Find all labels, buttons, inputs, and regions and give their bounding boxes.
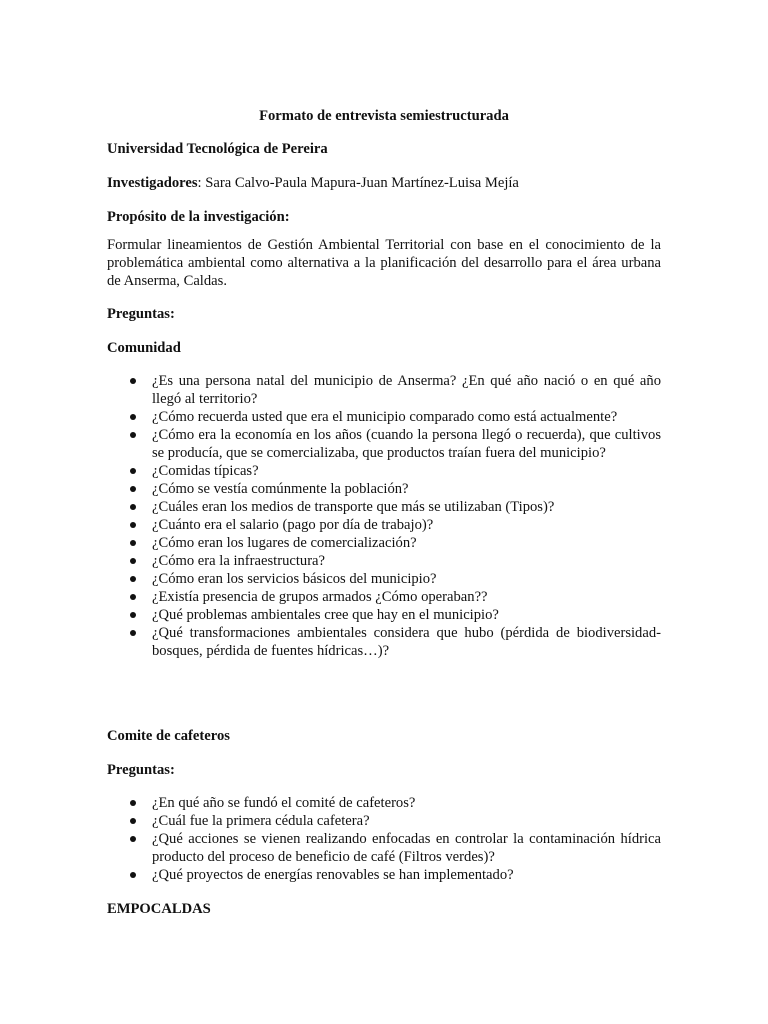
purpose-text: Formular lineamientos de Gestión Ambiental Territorial con base en el conocimiento de la problemática ambiental como alternativa a la planificación del desarrollo para el área urbana de Anserma, Caldas. (107, 237, 661, 289)
list-item: ¿Qué transformaciones ambientales considera que hubo (pérdida de biodiversidad-bosques, pérdida de fuentes hídricas…)? (107, 624, 661, 660)
investigators-names: : Sara Calvo-Paula Mapura-Juan Martínez-Luisa Mejía (197, 175, 519, 191)
investigators-label: Investigadores (107, 175, 198, 191)
coffee-question-list (107, 794, 661, 884)
coffee-questions-heading: Preguntas: (107, 762, 175, 778)
list-item: ¿Cómo era la infraestructura? (107, 552, 661, 570)
list-item: ¿Cómo recuerda usted que era el municipio comparado como está actualmente? (107, 408, 661, 426)
community-question-list (107, 372, 661, 660)
list-item: ¿Cómo eran los servicios básicos del municipio? (107, 570, 661, 588)
list-item: ¿Qué proyectos de energías renovables se han implementado? (107, 866, 661, 884)
coffee-committee-heading: Comite de cafeteros (107, 728, 230, 744)
purpose-heading: Propósito de la investigación: (107, 209, 290, 225)
community-heading: Comunidad (107, 340, 181, 356)
list-item: ¿Cuáles eran los medios de transporte que más se utilizaban (Tipos)? (107, 498, 661, 516)
list-item: ¿Qué problemas ambientales cree que hay en el municipio? (107, 606, 661, 624)
list-item: ¿Existía presencia de grupos armados ¿Cómo operaban?? (107, 588, 661, 606)
list-item: ¿Cómo era la economía en los años (cuando la persona llegó o recuerda), que cultivos se producía, que se comercializaba, que productos traían fuera del municipio? (107, 426, 661, 462)
investigators-line (107, 174, 661, 192)
list-item: ¿Cuál fue la primera cédula cafetera? (107, 812, 661, 830)
list-item: ¿Cuánto era el salario (pago por día de trabajo)? (107, 516, 661, 534)
list-item: ¿Cómo eran los lugares de comercialización? (107, 534, 661, 552)
document-title: Formato de entrevista semiestructurada (259, 108, 509, 124)
list-item: ¿Comidas típicas? (107, 462, 661, 480)
questions-heading: Preguntas: (107, 306, 175, 322)
university-name: Universidad Tecnológica de Pereira (107, 141, 328, 157)
list-item: ¿Cómo se vestía comúnmente la población? (107, 480, 661, 498)
list-item: ¿Qué acciones se vienen realizando enfocadas en controlar la contaminación hídrica producto del proceso de beneficio de café (Filtros verdes)? (107, 830, 661, 866)
empocaldas-heading: EMPOCALDAS (107, 901, 211, 917)
list-item: ¿Es una persona natal del municipio de Anserma? ¿En qué año nació o en qué año llegó al territorio? (107, 372, 661, 408)
list-item: ¿En qué año se fundó el comité de cafeteros? (107, 794, 661, 812)
